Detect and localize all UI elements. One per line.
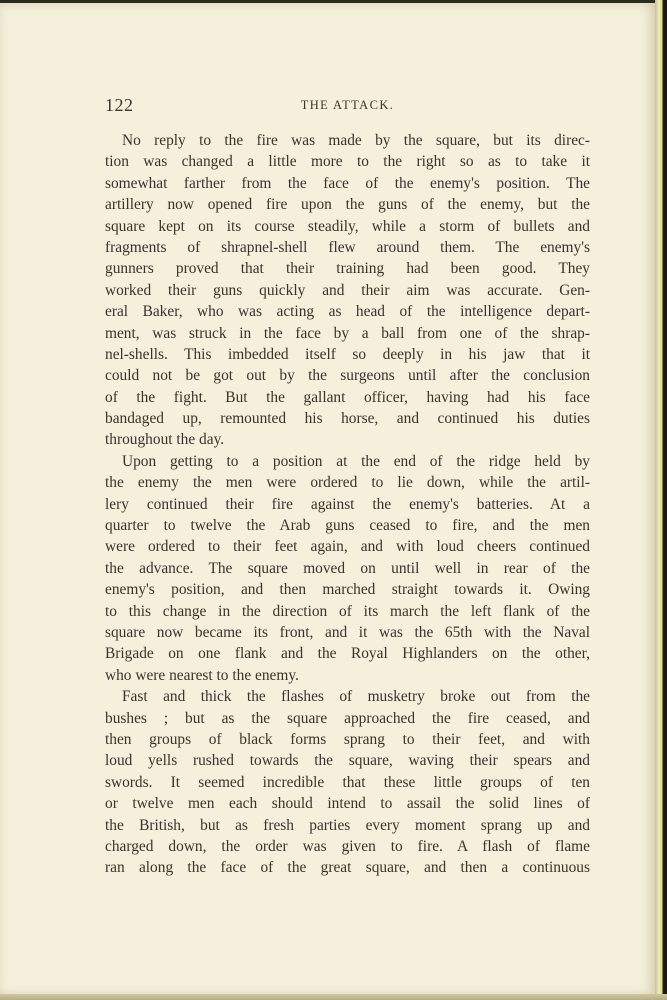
text-line: ran along the face of the great square, and then a continuous: [105, 859, 590, 877]
book-spine-edge: [655, 0, 667, 1000]
text-line: the enemy the men were ordered to lie down, while the artil-: [105, 474, 590, 492]
text-line: loud yells rushed towards the square, waving their spears and: [105, 752, 590, 770]
text-line: could not be got out by the surgeons until after the conclusion: [105, 367, 590, 385]
text-line: quarter to twelve the Arab guns ceased to fire, and the men: [105, 517, 590, 535]
text-line: No reply to the fire was made by the square, but its direc-: [122, 132, 590, 149]
text-line: nel-shells. This imbedded itself so deeply in his jaw that it: [105, 345, 590, 363]
text-line: lery continued their fire against the enemy's batteries. At a: [105, 495, 590, 513]
text-line: Fast and thick the flashes of musketry broke out from the: [122, 688, 590, 706]
text-line: artillery now opened fire upon the guns of the enemy, but the: [105, 196, 590, 214]
text-line: who were nearest to the enemy.: [105, 666, 299, 684]
page-top-edge: [0, 0, 667, 3]
text-line: Brigade on one flank and the Royal Highlanders on the other,: [105, 645, 590, 663]
text-line: of the fight. But the gallant officer, having had his face: [105, 388, 590, 406]
text-line: throughout the day.: [105, 431, 225, 449]
text-line: bandaged up, remounted his horse, and continued his duties: [105, 410, 590, 428]
text-line: were ordered to their feet again, and with loud cheers continued: [105, 538, 590, 556]
text-line: square now became its front, and it was the 65th with the Naval: [105, 623, 590, 641]
page-header: [105, 95, 590, 119]
page-number: 122: [105, 95, 134, 115]
text-line: ment, was struck in the face by a ball from one of the shrap-: [105, 324, 590, 342]
text-line: swords. It seemed incredible that these little groups of ten: [105, 773, 590, 791]
running-head: THE ATTACK.: [300, 98, 395, 112]
text-line: charged down, the order was given to fire. A flash of flame: [105, 837, 590, 855]
text-line: eral Baker, who was acting as head of the intelligence depart-: [105, 303, 590, 321]
text-line: or twelve men each should intend to assail the solid lines of: [105, 795, 590, 813]
text-line: square kept on its course steadily, while a storm of bullets and: [105, 217, 590, 235]
text-line: to this change in the direction of its march the left flank of the: [105, 602, 590, 620]
text-line: fragments of shrapnel-shell flew around them. The enemy's: [105, 238, 590, 256]
page-bottom-edge: [0, 994, 667, 1000]
text-line: gunners proved that their training had been good. They: [105, 260, 590, 278]
text-line: enemy's position, and then marched straight towards it. Owing: [105, 581, 590, 599]
text-line: somewhat farther from the face of the enemy's position. The: [105, 174, 590, 192]
text-line: Upon getting to a position at the end of the ridge held by: [122, 452, 590, 470]
text-line: then groups of black forms sprang to their feet, and with: [105, 730, 590, 748]
body-text: [105, 130, 590, 879]
text-line: the British, but as fresh parties every moment sprang up and: [105, 816, 590, 834]
text-line: bushes ; but as the square approached the fire ceased, and: [105, 709, 590, 727]
text-line: tion was changed a little more to the right so as to take it: [105, 153, 590, 171]
text-line: worked their guns quickly and their aim was accurate. Gen-: [105, 281, 590, 299]
text-line: the advance. The square moved on until well in rear of the: [105, 559, 590, 577]
